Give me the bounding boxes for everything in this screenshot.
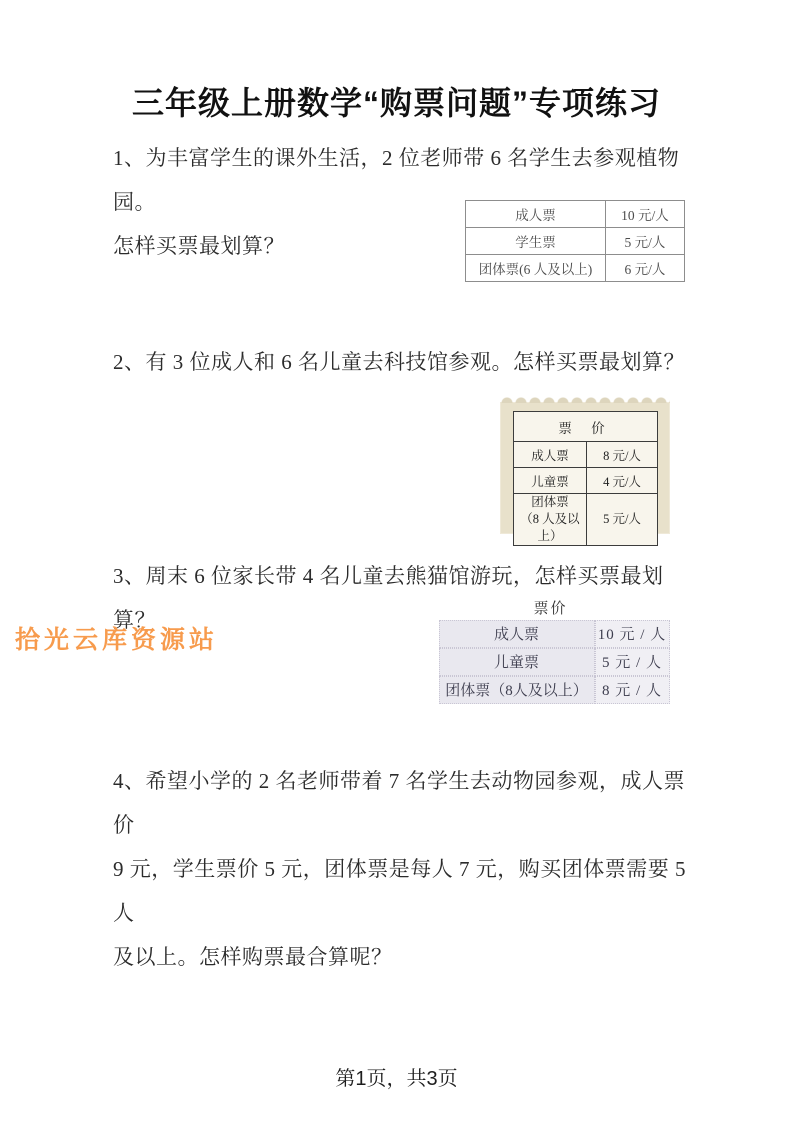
question-4-line-2: 9 元，学生票价 5 元，团体票是每人 7 元，购买团体票需要 5 人: [113, 857, 686, 925]
price-table-3-caption: 票价: [533, 601, 568, 617]
ticket-type-cell: 团体票（8人及以上）: [439, 676, 595, 704]
page-title: 三年级上册数学“购票问题”专项练习: [131, 85, 661, 121]
ticket-price-cell: 5 元 / 人: [595, 648, 670, 676]
ticket-price-cell: 6 元/人: [606, 255, 685, 282]
ticket-type-cell: [514, 494, 587, 546]
watermark-text: 拾光云库资源站: [15, 625, 219, 654]
ticket-price-cell: 5 元/人: [587, 494, 658, 546]
question-3-line-1: 3、周末 6 位家长带 4 名儿童去熊猫馆游玩，怎样买票最划算？: [113, 564, 664, 632]
ticket-price-cell: 8 元/人: [587, 442, 658, 468]
price-table-2-paper-clipping: [500, 402, 670, 543]
question-2-line-1: 2、有 3 位成人和 6 名儿童去科技馆参观。怎样买票最划算？: [113, 350, 685, 374]
question-1-line-1: 1、为丰富学生的课外生活，2 位老师带 6 名学生去参观植物园。: [113, 146, 680, 214]
table-row: [514, 494, 658, 546]
ticket-type-cell: 成人票: [439, 620, 595, 648]
ticket-price-cell: 5 元/人: [606, 228, 685, 255]
table-row: [466, 255, 685, 282]
question-4-line-3: 及以上。怎样购票最合算呢？: [113, 945, 393, 969]
table-row: [439, 620, 670, 648]
table-row: [439, 676, 670, 704]
ticket-type-line-1: 团体票: [531, 495, 569, 509]
ticket-price-cell: 8 元 / 人: [595, 676, 670, 704]
ticket-type-cell: 学生票: [466, 228, 606, 255]
price-table-1: [465, 200, 685, 282]
question-1-line-2: 怎样买票最划算？: [113, 234, 285, 258]
ticket-type-cell: 成人票: [514, 442, 587, 468]
ticket-type-cell: 成人票: [466, 201, 606, 228]
table-row: [514, 468, 658, 494]
question-2: [113, 340, 693, 384]
ticket-type-cell: 团体票(6 人及以上): [466, 255, 606, 282]
ticket-price-cell: 4 元/人: [587, 468, 658, 494]
table-row: [466, 228, 685, 255]
table-row: [439, 648, 670, 676]
ticket-type-cell: 儿童票: [439, 648, 595, 676]
page-number-footer: 第1页，共3页: [335, 1068, 458, 1090]
price-table-2: [513, 411, 658, 546]
ticket-price-cell: 10 元 / 人: [595, 620, 670, 648]
question-4: [113, 759, 693, 979]
ticket-type-line-2: （8 人及以上）: [520, 512, 580, 543]
price-table-3: [438, 619, 670, 704]
question-4-line-1: 4、希望小学的 2 名老师带着 7 名学生去动物园参观，成人票价: [113, 769, 685, 837]
ticket-type-cell: 儿童票: [514, 468, 587, 494]
table-row: [466, 201, 685, 228]
ticket-price-cell: 10 元/人: [606, 201, 685, 228]
scalloped-edge-decoration: [500, 396, 670, 403]
table-row: [514, 442, 658, 468]
table-header-row: [514, 412, 658, 442]
table-title-cell: 票 价: [514, 412, 658, 442]
